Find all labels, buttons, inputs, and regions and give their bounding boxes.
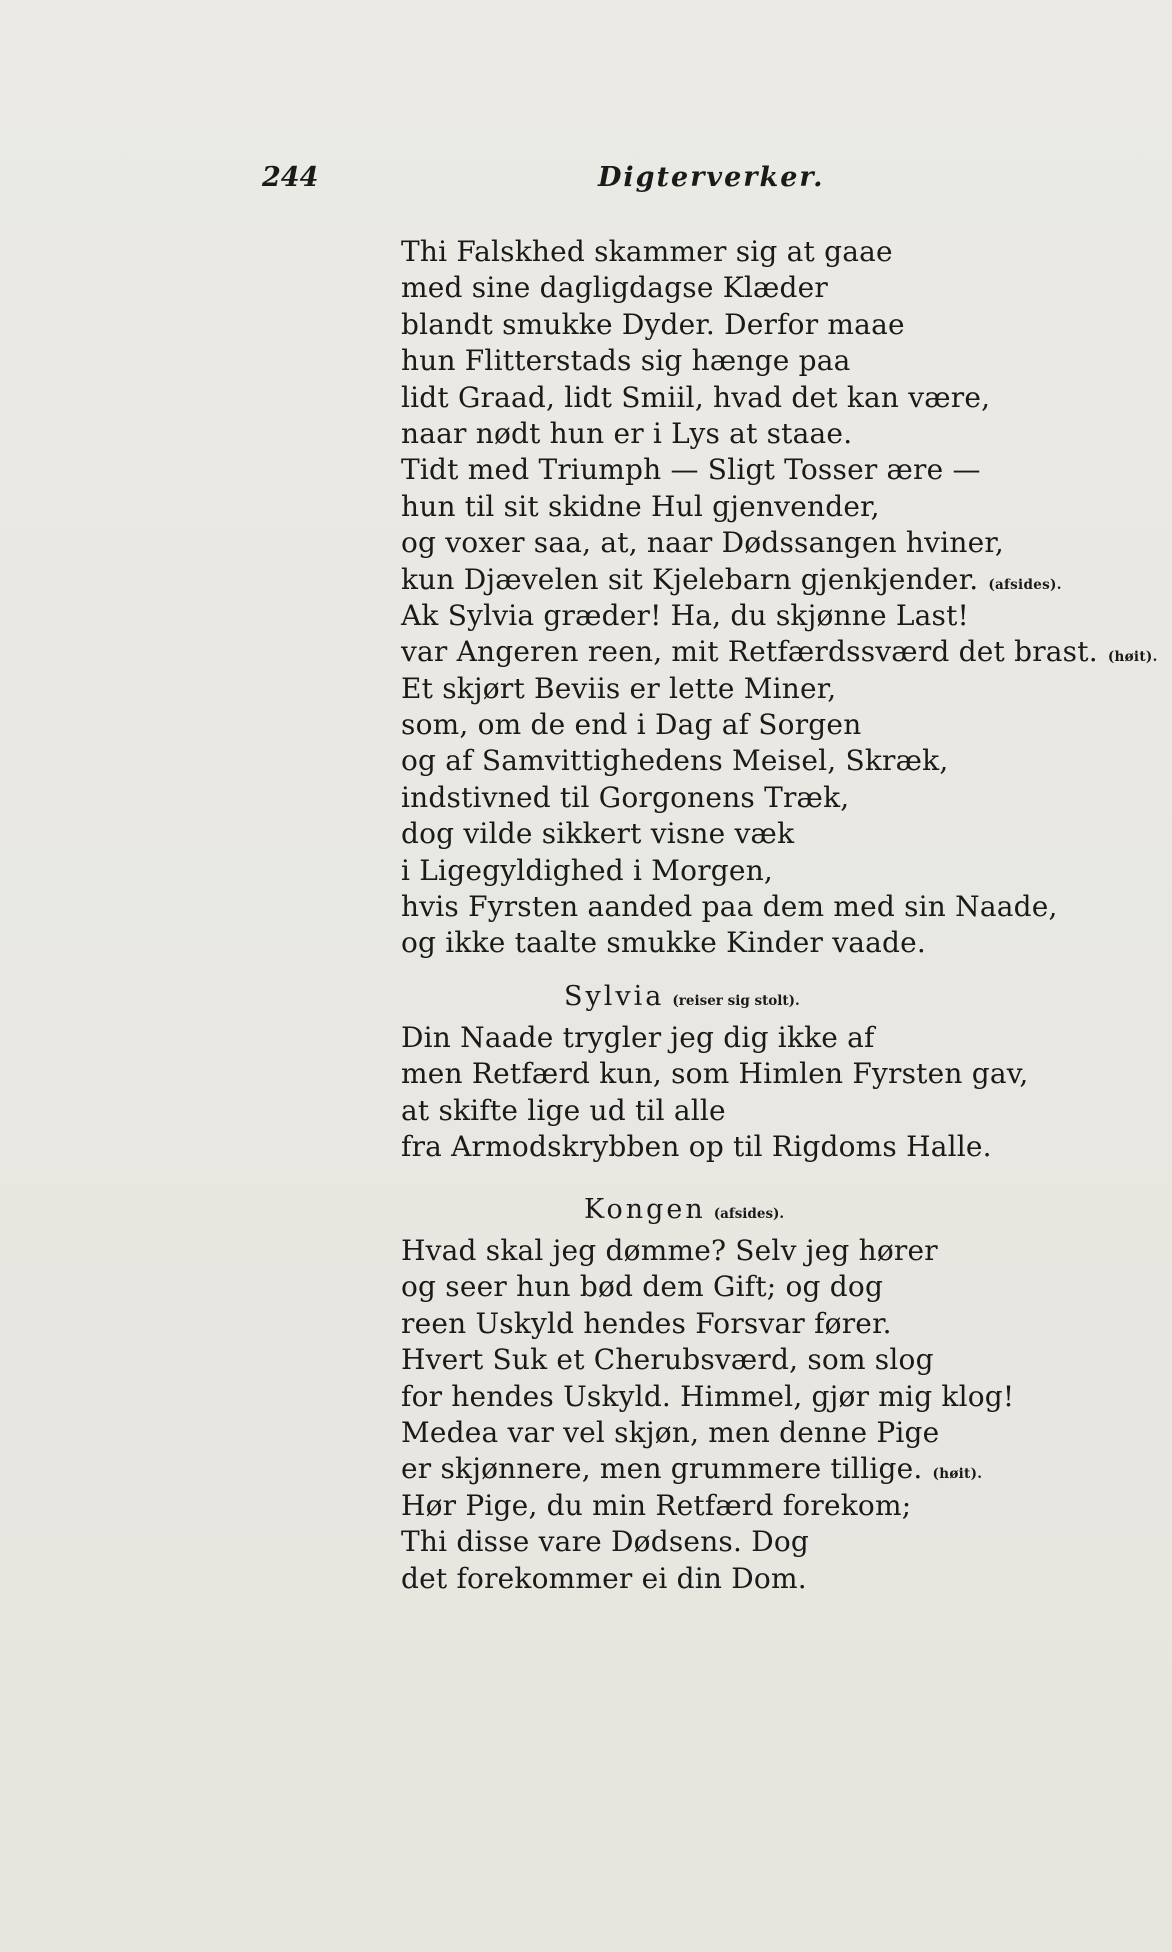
stage-direction: (høit). xyxy=(1107,649,1158,666)
verse-line: fra Armodskrybben op til Rigdoms Halle. xyxy=(401,1130,992,1164)
speaker-heading xyxy=(564,977,800,1017)
verse-line: hvis Fyrsten aanded paa dem med sin Naade, xyxy=(401,890,1058,924)
verse-line: som, om de end i Dag af Sorgen xyxy=(401,708,862,742)
verse-line: Ak Sylvia græder! Ha, du skjønne Last! xyxy=(401,598,970,632)
verse-line: Hvert Suk et Cherubsværd, som slog xyxy=(401,1343,934,1377)
stage-direction: (afsides). xyxy=(713,1206,785,1222)
verse-line: er skjønnere, men grummere tillige. (høit). xyxy=(401,1452,983,1486)
verse-line: med sine dagligdagse Klæder xyxy=(401,271,828,305)
verse-block xyxy=(401,1233,1101,1597)
verse-line: i Ligegyldighed i Morgen, xyxy=(401,853,774,887)
verse-line: hun Flitterstads sig hænge paa xyxy=(401,344,851,378)
verse-line: og voxer saa, at, naar Dødssangen hviner, xyxy=(401,526,1004,560)
verse-line: lidt Graad, lidt Smiil, hvad det kan være, xyxy=(401,380,991,414)
verse-line: og ikke taalte smukke Kinder vaade. xyxy=(401,926,926,960)
running-head xyxy=(262,162,825,202)
verse-block xyxy=(401,1020,1101,1166)
verse-line: reen Uskyld hendes Forsvar fører. xyxy=(401,1306,892,1340)
verse-line: kun Djævelen sit Kjelebarn gjenkjender. (afsides). xyxy=(401,562,1062,596)
verse-line: var Angeren reen, mit Retfærdssværd det brast. (høit). xyxy=(401,635,1158,669)
verse-block xyxy=(401,234,1158,962)
verse-line: hun til sit skidne Hul gjenvender, xyxy=(401,489,880,523)
verse-line: og seer hun bød dem Gift; og dog xyxy=(401,1270,884,1304)
speaker-name: Kongen xyxy=(584,1194,706,1225)
verse-line: naar nødt hun er i Lys at staae. xyxy=(401,416,853,450)
verse-line: blandt smukke Dyder. Derfor maae xyxy=(401,307,905,341)
verse-line: og af Samvittighedens Meisel, Skræk, xyxy=(401,744,949,778)
verse-line: indstivned til Gorgonens Træk, xyxy=(401,780,850,814)
speaker-name: Sylvia xyxy=(564,981,665,1012)
verse-line: dog vilde sikkert visne væk xyxy=(401,817,795,851)
verse-line: at skifte lige ud til alle xyxy=(401,1093,726,1127)
stage-direction: (afsides). xyxy=(988,576,1062,593)
verse-line: for hendes Uskyld. Himmel, gjør mig klog! xyxy=(401,1379,1015,1413)
speaker-heading xyxy=(584,1190,784,1230)
page-number: 244 xyxy=(262,162,319,193)
verse-line: Thi disse vare Dødsens. Dog xyxy=(401,1525,810,1559)
verse-line: Medea var vel skjøn, men denne Pige xyxy=(401,1415,940,1449)
verse-line: Et skjørt Beviis er lette Miner, xyxy=(401,671,837,705)
verse-line: Tidt med Triumph — Sligt Tosser ære — xyxy=(401,453,981,487)
verse-line: det forekommer ei din Dom. xyxy=(401,1561,807,1595)
verse-line: men Retfærd kun, som Himlen Fyrsten gav, xyxy=(401,1057,1029,1091)
stage-direction: (reiser sig stolt). xyxy=(672,993,800,1009)
verse-line: Hør Pige, du min Retfærd forekom; xyxy=(401,1488,912,1522)
verse-line: Thi Falskhed skammer sig at gaae xyxy=(401,235,893,268)
verse-line: Din Naade trygler jeg dig ikke af xyxy=(401,1021,875,1054)
stage-direction: (høit). xyxy=(932,1466,983,1483)
running-title: Digterverker. xyxy=(598,162,825,193)
verse-line: Hvad skal jeg dømme? Selv jeg hører xyxy=(401,1234,938,1267)
